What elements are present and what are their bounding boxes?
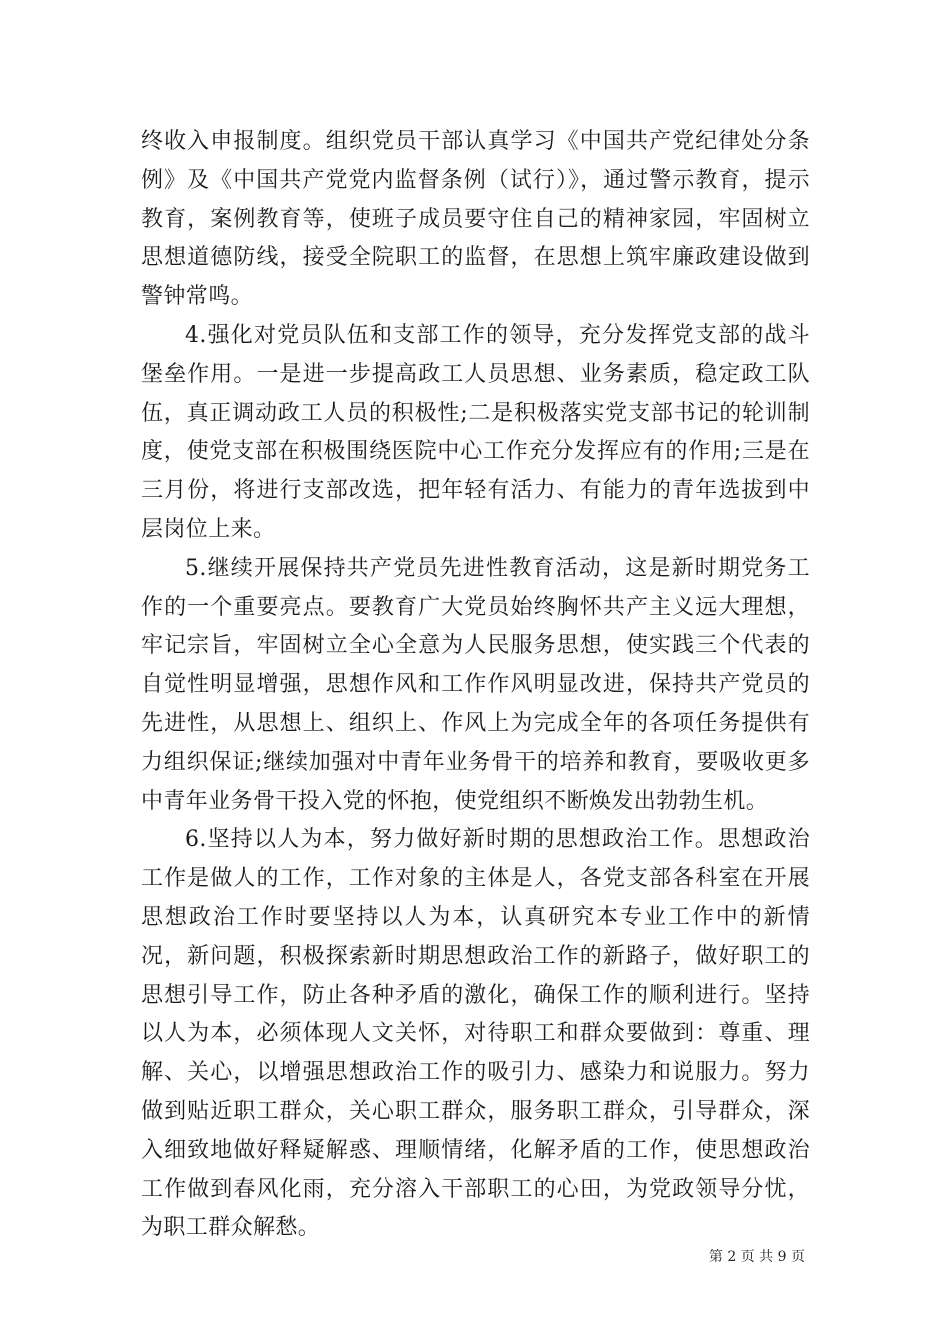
paragraph-continuation: 终收入申报制度。组织党员干部认真学习《中国共产党纪律处分条例》及《中国共产党党内监督条例（试行）》，通过警示教育，提示教育，案例教育等，使班子成员要守住自己的精神家园，牢固树立思想道德防线，接受全院职工的监督，在思想上筑牢廉政建设做到警钟常鸣。: [141, 129, 810, 310]
paragraph-item-6: 6.坚持以人为本，努力做好新时期的思想政治工作。思想政治工作是做人的工作，工作对象的主体是人，各党支部各科室在开展思想政治工作时要坚持以人为本，认真研究本专业工作中的新情况，新问题，积极探索新时期思想政治工作的新路子，做好职工的思想引导工作，防止各种矛盾的激化，确保工作的顺利进行。坚持以人为本，必须体现人文关怀，对待职工和群众要做到：尊重、理解、关心，以增强思想政治工作的吸引力、感染力和说服力。努力做到贴近职工群众，关心职工群众，服务职工群众，引导群众，深入细致地做好释疑解惑、理顺情绪，化解矛盾的工作，使思想政治工作做到春风化雨，充分溶入干部职工的心田，为党政领导分忧，为职工群众解愁。: [141, 827, 810, 1241]
paragraph-item-5: 5.继续开展保持共产党员先进性教育活动，这是新时期党务工作的一个重要亮点。要教育广大党员始终胸怀共产主义远大理想，牢记宗旨，牢固树立全心全意为人民服务思想，使实践三个代表的自觉性明显增强，思想作风和工作作风明显改进，保持共产党员的先进性，从思想上、组织上、作风上为完成全年的各项任务提供有力组织保证;继续加强对中青年业务骨干的培养和教育，要吸收更多中青年业务骨干投入党的怀抱，使党组织不断焕发出勃勃生机。: [141, 555, 810, 814]
page-number-footer: 第 2 页 共 9 页: [708, 1249, 805, 1265]
document-body: [141, 123, 810, 1248]
paragraph-item-4: 4.强化对党员队伍和支部工作的领导，充分发挥党支部的战斗堡垒作用。一是进一步提高政工人员思想、业务素质，稳定政工队伍，真正调动政工人员的积极性;二是积极落实党支部书记的轮训制度，使党支部在积极围绕医院中心工作充分发挥应有的作用;三是在三月份，将进行支部改选，把年轻有活力、有能力的青年选拔到中层岗位上来。: [141, 322, 810, 542]
